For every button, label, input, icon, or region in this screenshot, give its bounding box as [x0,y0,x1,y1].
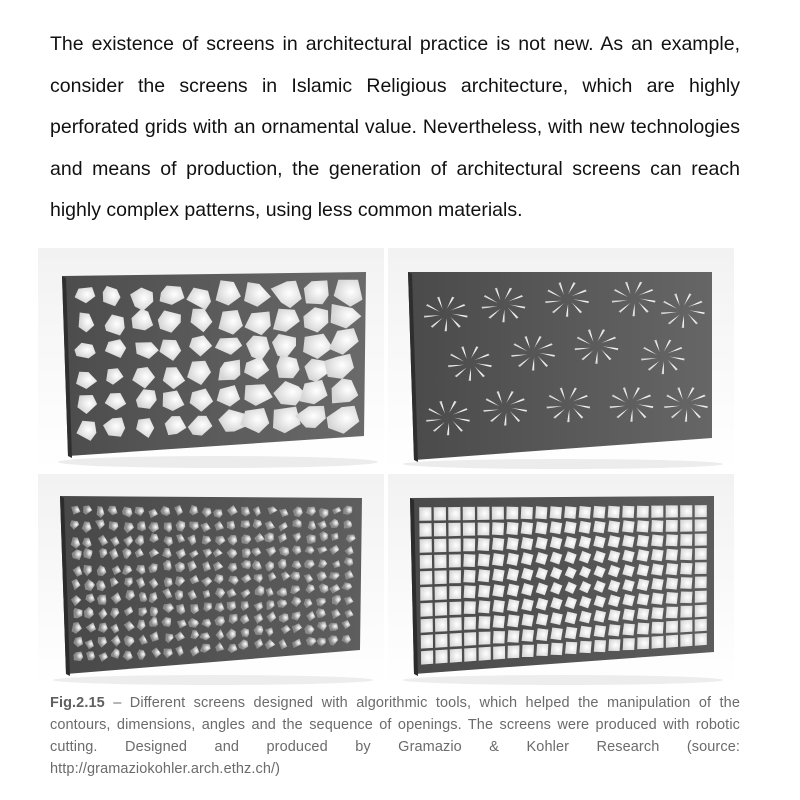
perforation [680,606,692,618]
perforation [420,587,432,601]
perforation [637,608,649,620]
perforation [536,628,548,641]
perforation [666,534,678,546]
perforation [695,605,707,618]
perforation [508,645,520,658]
perforation [478,616,490,629]
perforation [535,506,547,519]
perforation [493,646,505,660]
screen-photo-radial [388,248,734,470]
perforation [421,619,433,633]
perforation [449,539,461,552]
perforation [435,618,447,632]
perforation [479,647,491,661]
perforation [608,624,620,636]
perforation [695,534,707,546]
perforation [477,507,489,520]
perforation [579,506,591,519]
perforation [449,554,461,567]
screen-dense-graphic [38,474,384,688]
screen-photo-dense [38,474,384,688]
perforation [579,641,591,653]
perforation [506,537,518,550]
perforation [522,629,534,642]
perforation [666,592,678,604]
perforation [448,523,460,537]
perforation [680,577,692,589]
perforation [608,521,621,534]
perforation [565,627,578,640]
perforation [522,645,534,657]
perforation [507,553,520,566]
perforation [492,569,504,582]
perforation [666,520,678,532]
perforation [434,555,446,569]
perforation [666,635,678,648]
perforation [435,650,447,664]
screen-photo-voronoi [38,248,384,470]
perforation [478,569,490,582]
perforation [521,507,533,520]
perforation [434,539,446,553]
figure-caption [50,692,740,780]
perforation [623,638,635,650]
figure [38,248,734,688]
perforation [608,639,620,651]
perforation [478,538,490,551]
perforation [637,506,649,518]
perforation [680,592,692,604]
perforation [421,635,433,649]
perforation [651,578,664,590]
perforation [651,506,663,518]
perforation [594,640,606,652]
screen-grid-graphic [388,474,734,688]
perforation [651,564,664,576]
perforation [507,599,520,612]
perforation [695,562,707,574]
perforation [506,522,518,535]
perforation [623,623,635,635]
perforation [421,650,433,664]
perforation [434,570,446,584]
perforation [594,625,606,637]
perforation [666,621,678,633]
perforation [463,507,475,520]
perforation [666,563,679,575]
perforation [666,607,678,619]
perforation [522,614,534,627]
perforation [435,602,447,616]
perforation [492,538,504,551]
perforation [680,548,692,560]
perforation [608,506,620,519]
perforation [666,578,678,590]
perforation [479,632,491,645]
perforation [695,619,707,632]
perforation [435,634,447,648]
perforation [564,521,577,534]
perforation [695,591,707,603]
screen-photo-grid [388,474,734,688]
perforation [535,522,548,535]
perforation [666,549,678,561]
perforation [493,600,505,613]
perforation [651,607,663,619]
perforation [651,593,664,605]
perforation [695,633,707,646]
perforation [521,537,534,550]
perforation [680,534,692,546]
perforation [450,649,462,663]
perforation [420,571,432,585]
perforation [550,628,563,641]
perforation [506,507,518,520]
perforation [695,548,707,560]
perforation [450,602,462,615]
perforation [492,584,505,597]
perforation [551,643,563,655]
perforation [622,535,635,548]
perforation [622,520,635,533]
perforation [463,538,475,551]
perforation [478,523,490,536]
perforation [507,630,519,643]
perforation [493,631,505,644]
perforation [637,520,649,532]
perforation [492,553,505,566]
perforation [680,620,692,633]
perforation [478,585,490,598]
perforation [450,617,462,631]
perforation [478,554,490,567]
perforation [419,507,431,521]
body-text [50,24,740,232]
perforation [651,520,663,532]
perforation [637,637,649,649]
perforation [449,570,461,583]
perforation [637,535,650,548]
perforation [680,505,692,517]
perforation [434,507,446,520]
perforation [651,622,663,634]
perforation [420,603,432,617]
perforation [464,601,476,614]
perforation [666,505,678,517]
perforation [695,577,707,589]
perforation [478,600,490,613]
perforation [448,507,460,520]
perforation [652,636,664,649]
perforation [622,506,634,518]
perforation [507,615,519,628]
perforation [521,522,533,535]
perforation [450,633,462,647]
perforation [680,634,692,647]
perforation [579,521,592,534]
perforation [651,549,664,561]
perforation [622,609,635,621]
perforation [464,585,476,598]
perforation [564,506,576,519]
perforation [464,632,476,646]
perforation [306,534,315,544]
perforation [593,506,605,519]
figure-caption-text: – Different screens designed with algorithmic tools, which helped the manipulation of the contours, dimensions, angles and the sequence of openings. The screens were produced with robotic cutting. Designed and produced by Gramazio & Kohler Research (source: http://gramaziokohler.arch.ethz.ch/) [50,695,740,777]
perforation [680,520,692,532]
perforation [435,586,447,600]
body-paragraph: The existence of screens in architectural practice is not new. As an example, consider the screens in Islamic Religious architecture, which are highly perforated grids with an ornamental value. Nevertheless, with new technologies and means of production, the generation of architectural screens can reach highly complex patterns, using less common materials. [50,33,740,221]
screen-radial-graphic [388,248,734,470]
screen-voronoi-graphic [38,248,384,470]
perforation [536,644,548,656]
perforation [579,626,592,639]
perforation [651,535,664,547]
perforation [493,615,505,628]
perforation [463,523,475,536]
perforation [420,539,432,553]
perforation [593,521,606,534]
perforation [463,554,475,567]
perforation [565,642,577,654]
perforation [680,563,692,575]
perforation [434,523,446,537]
perforation [492,507,504,520]
perforation [419,523,431,537]
perforation [420,555,432,569]
perforation [449,586,461,599]
perforation [637,549,650,562]
perforation [464,648,476,662]
perforation [492,522,504,535]
perforation [464,617,476,630]
perforation [550,521,563,534]
perforation [695,519,707,531]
perforation [637,623,649,635]
perforation [695,505,707,517]
figure-label: Fig.2.15 [50,695,105,711]
perforation [550,506,562,519]
perforation [463,570,475,583]
